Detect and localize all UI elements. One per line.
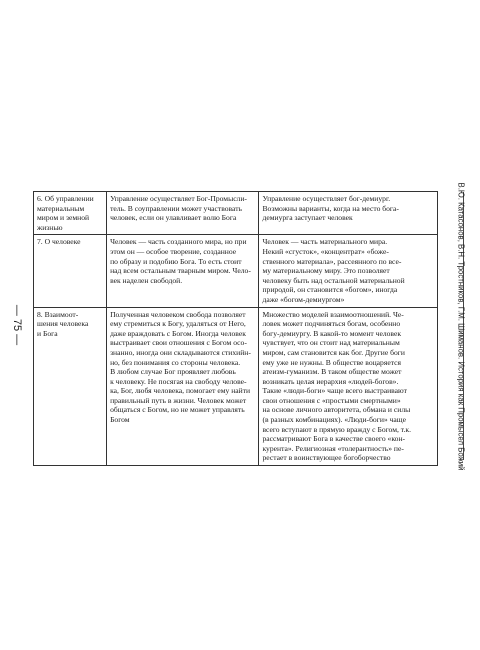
cell-text-line: Некий «сгусток», «концентрат» «боже- (262, 246, 389, 256)
table-row (34, 235, 438, 307)
cell-text-line: над всем остальным тварным миром. Чело- (110, 266, 251, 276)
cell-text-line: Богом (110, 415, 130, 425)
topic-cell (34, 307, 107, 466)
page-number-text: — 75 — (11, 304, 24, 346)
cell-text-line: но, без понимания со стороны человека. (110, 357, 241, 367)
cell-text-line: тель. В соуправлении может участвовать (110, 203, 242, 213)
cell-text-line: Человек — часть материального мира. (262, 237, 388, 247)
cell-text-line: демиурга заступает человек (262, 213, 353, 223)
cell-text-line: ловек может подчиняться богам, особенно (262, 319, 401, 329)
cell-text-line: шения человека (37, 319, 89, 329)
cell-text-line: ственного материала», рассеянного по все- (262, 256, 402, 266)
cell-text-line: к человеку. Не посягая на свободу челове- (110, 376, 247, 386)
cell-text-line: по образу и подобию Бога. То есть стоит (110, 256, 242, 266)
cell-text-line: Возможны варианты, когда на место бога- (262, 203, 399, 213)
cell-text-line: человеку быть над остальной материальной (262, 275, 405, 285)
cell-text-line: век наделен свободой. (110, 275, 183, 285)
cell-text-line: материальным (37, 203, 85, 213)
cell-text-line: Управление осуществляет Бог-Промысли- (110, 194, 247, 203)
running-header (452, 181, 470, 471)
cell-text-line: му материальному миру. Это позволяет (262, 266, 390, 276)
cell-text-line: правильный путь в жизни. Человек может (110, 395, 247, 405)
christian-view-cell (107, 235, 259, 307)
table-row (34, 192, 438, 235)
christian-view-cell (107, 307, 259, 466)
page-number (6, 290, 28, 360)
cell-text-line: Человек — часть созданного мира, но при (110, 237, 247, 247)
cell-text-line: этом он — особое творение, созданное (110, 246, 237, 256)
cell-text-line: ему уже не нужны. В обществе воцаряется (262, 357, 401, 367)
cell-text-line: знанно, иногда они складываются стихийн- (110, 347, 251, 357)
cell-text-line: (в разных комбинациях). «Люди-боги» чаще (262, 415, 407, 425)
topic-cell (34, 192, 107, 235)
topic-cell (34, 235, 107, 307)
cell-text-line: на основе личного авторитета, обмана и силы (262, 405, 411, 415)
cell-text-line: миром и земной (37, 213, 90, 223)
christian-view-cell (107, 192, 259, 235)
cell-text-line: выстраивает свои отношения с Богом осо- (110, 338, 247, 348)
cell-text-line: Множество моделей взаимоотношений. Че- (262, 309, 404, 319)
cell-text-line: чувствует, что он стоит над материальным (262, 338, 400, 348)
comparison-table (33, 191, 438, 466)
cell-text-line: ему стремиться к Богу, удаляться от Него, (110, 319, 246, 329)
cell-text-line: ка, Бог, любя человека, помогает ему найти (110, 386, 251, 396)
pagan-view-cell (259, 235, 438, 307)
cell-text-line: курента». Религиозная «толерантность» пе- (262, 443, 404, 453)
running-header-text: В.Ю. Катасонов, В.Н. Тростников, Г.М. Шиманов. История как Промысел Божий (456, 181, 466, 471)
cell-text-line: даже «богом-демиургом» (262, 294, 345, 304)
pagan-view-cell (259, 192, 438, 235)
cell-text-line: 7. О человеке (37, 237, 81, 247)
cell-text-line: 8. Взаимоот- (37, 309, 79, 319)
cell-text-line: общаться с Богом, но не может управлять (110, 405, 245, 415)
cell-text-line: Полученная человеком свобода позволяет (110, 309, 246, 319)
cell-text-line: жизнью (37, 222, 63, 232)
cell-text-line: природой, он становится «богом», иногда (262, 285, 398, 295)
cell-text-line: Управление осуществляет бог-демиург. (262, 194, 391, 203)
cell-text-line: всего вступают в прямую вражду с Богом, т.к. (262, 424, 412, 434)
cell-text-line: 6. Об управлении (37, 194, 94, 203)
cell-text-line: рассматривают Бога в качестве своего «кон- (262, 434, 406, 444)
cell-text-line: богу-демиургу. В какой-то момент человек (262, 328, 402, 338)
cell-text-line: Такие «люди-боги» чаще всего выстраивают (262, 386, 407, 396)
cell-text-line: возникать целая иерархия «людей-богов». (262, 376, 399, 386)
cell-text-line: атеизм-гуманизм. В таком обществе может (262, 367, 402, 377)
pagan-view-cell (259, 307, 438, 466)
cell-text-line: рестает в воинствующее богоборчество (262, 453, 391, 463)
cell-text-line: свои отношения с «простыми смертными» (262, 395, 401, 405)
cell-text-line: В любом случае Бог проявляет любовь (110, 367, 236, 377)
cell-text-line: и Бога (37, 328, 58, 338)
table-row (34, 307, 438, 466)
cell-text-line: миром, сам становится как бог. Другие боги (262, 347, 405, 357)
cell-text-line: даже враждовать с Богом. Иногда человек (110, 328, 246, 338)
cell-text-line: человек, если он улавливает волю Бога (110, 213, 237, 223)
